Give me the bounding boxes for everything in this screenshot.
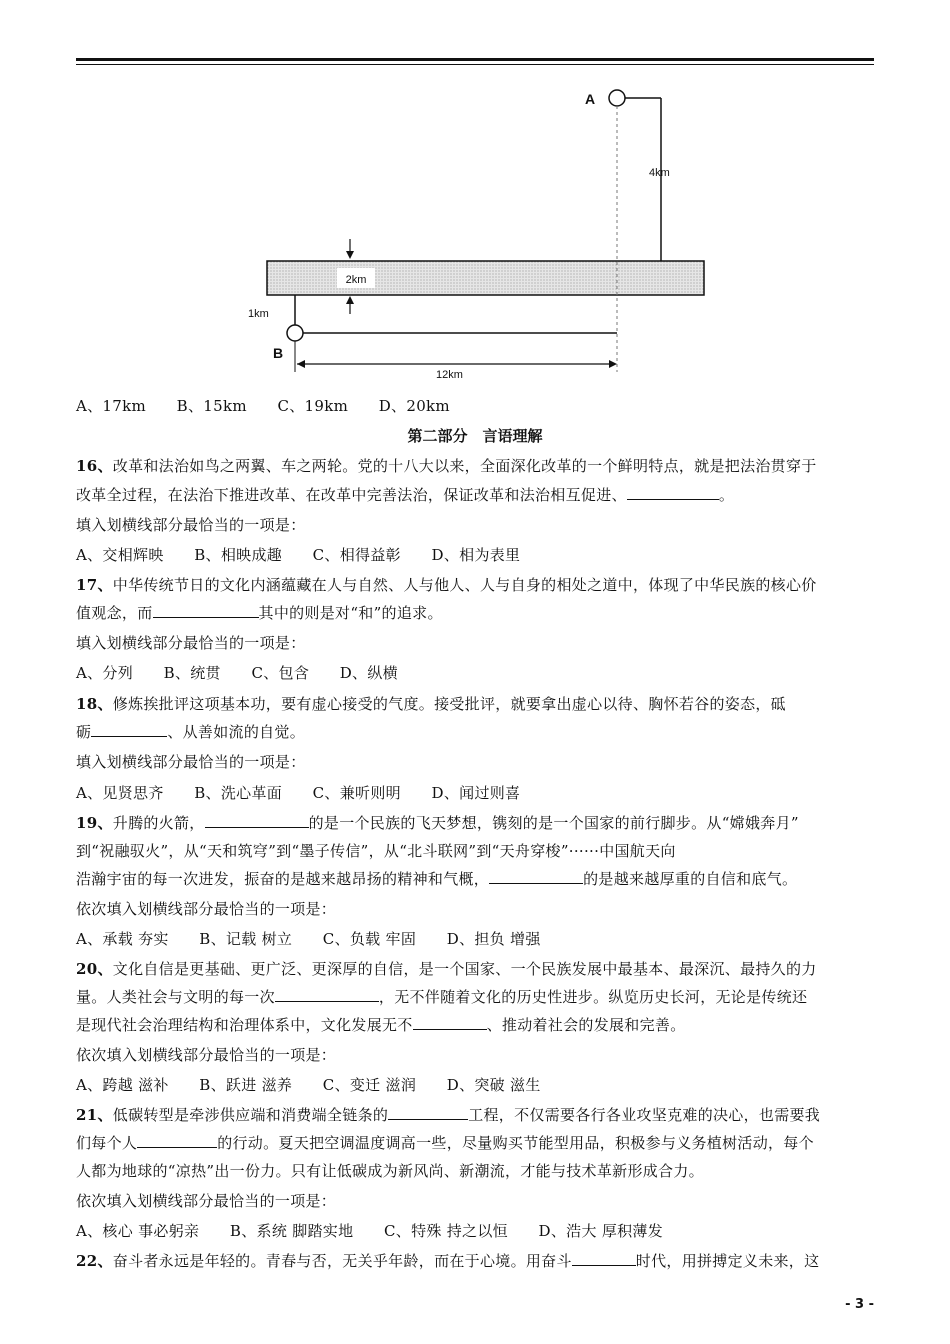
q17-line1 [76,575,817,595]
q22-text-1a: 奋斗者永远是年轻的。青春与否，无关乎年龄，而在于心境。用奋斗 [112,1252,572,1270]
answer-blank [489,869,583,884]
answer-blank [91,722,167,737]
q17-prompt: 填入划横线部分最恰当的一项是： [76,634,306,652]
q19-text-1a: 升腾的火箭， [112,814,205,832]
label-4km: 4km [649,167,670,179]
q16-text-1: 改革和法治如鸟之两翼、车之两轮。党的十八大以来，全面深化改革的一个鲜明特点，就是把法治贯穿于 [112,457,817,475]
q20-text-3b: 、推动着社会的发展和完善。 [486,1016,686,1034]
q21-text-1a: 低碳转型是牵涉供应端和消费端全链条的 [112,1106,389,1124]
answer-blank [413,1015,487,1030]
label-2km: 2km [345,274,367,286]
q20-line2 [76,987,807,1007]
q18-options: A、见贤思齐 B、洗心革面 C、兼听则明 D、闻过则喜 [76,784,521,802]
q18-line1 [76,694,786,714]
q17-text-2a: 值观念，而 [76,604,153,622]
q20-text-2b: ，无不伴随着文化的历史性进步。纵览历史长河，无论是传统还 [378,988,808,1006]
q18-line2 [76,722,305,742]
q16-options: A、交相辉映 B、相映成趣 C、相得益彰 D、相为表里 [76,546,521,564]
point-a-icon [609,90,625,106]
q17-text-1: 中华传统节日的文化内涵蕴藏在人与自然、人与他人、人与自身的相处之道中，体现了中华民族的核心价 [112,576,817,594]
q21-line1 [76,1105,820,1125]
answer-blank [388,1105,468,1120]
q17-line2 [76,603,443,623]
q16-prompt: 填入划横线部分最恰当的一项是： [76,516,306,534]
q20-line1 [76,959,817,979]
q20-text-1: 文化自信是更基础、更广泛、更深厚的自信，是一个国家、一个民族发展中最基本、最深沉、最持久的力 [112,960,817,978]
q18-text-1: 修炼挨批评这项基本功，要有虚心接受的气度。接受批评，就要拿出虚心以待、胸怀若谷的姿态，砥 [112,695,786,713]
q16-text-2: 改革全过程，在法治下推进改革、在改革中完善法治，保证改革和法治相互促进、 [76,486,627,504]
q20-number: 20、 [76,960,113,978]
label-12km: 12km [436,369,463,381]
answer-blank [627,485,719,500]
distance-diagram [0,0,950,400]
q19-number: 19、 [76,814,113,832]
q21-text-1b: 工程，不仅需要各行各业攻坚克难的决心，也需要我 [468,1106,821,1124]
point-b-icon [287,325,303,341]
label-1km: 1km [248,308,269,320]
q20-text-3a: 是现代社会治理结构和治理体系中，文化发展无不 [76,1016,413,1034]
page-number: - 3 - [845,1297,874,1312]
q20-prompt: 依次填入划横线部分最恰当的一项是： [76,1046,337,1064]
q18-number: 18、 [76,695,113,713]
q19-line1 [76,813,799,833]
q22-text-1b: 时代，用拼搏定义未来，这 [635,1252,820,1270]
q15-options: A、17km B、15km C、19km D、20km [76,397,450,415]
answer-blank [205,813,309,828]
answer-blank [153,603,259,618]
label-a: A [585,91,596,107]
river-band [267,261,704,295]
q21-number: 21、 [76,1106,113,1124]
q17-number: 17、 [76,576,113,594]
q20-options: A、跨越 滋补 B、跃进 滋养 C、变迁 滋润 D、突破 滋生 [76,1076,541,1094]
q16-number: 16、 [76,457,113,475]
answer-blank [275,987,379,1002]
q22-line1 [76,1251,819,1271]
q21-options: A、核心 事必躬亲 B、系统 脚踏实地 C、特殊 持之以恒 D、浩大 厚积薄发 [76,1222,664,1240]
q19-text-3b: 的是越来越厚重的自信和底气。 [583,870,798,888]
q19-text-1b: 的是一个民族的飞天梦想，镌刻的是一个国家的前行脚步。从“嫦娥奔月” [308,814,799,832]
q18-text-2a: 砺 [76,723,92,741]
q19-line2: 到“祝融驭火”，从“天和筑穹”到“墨子传信”，从“北斗联网”到“天舟穿梭”······中国航天向 [76,842,676,860]
q16-line2 [76,485,734,505]
q17-text-2b: 其中的则是对“和”的追求。 [258,604,443,622]
q21-text-2a: 们每个人 [76,1134,138,1152]
q21-line2 [76,1133,814,1153]
q17-options: A、分列 B、统贯 C、包含 D、纵横 [76,664,398,682]
q22-number: 22、 [76,1252,113,1270]
section-title: 第二部分 言语理解 [407,427,543,445]
label-b: B [273,345,284,361]
q21-text-2b: 的行动。夏天把空调温度调高一些，尽量购买节能型用品，积极参与义务植树活动，每个 [217,1134,814,1152]
answer-blank [572,1251,636,1266]
q19-line3 [76,869,797,889]
q20-line3 [76,1015,686,1035]
q16-text-end: 。 [718,486,735,504]
q18-text-2b: 、从善如流的自觉。 [167,723,306,741]
q19-text-3a: 浩瀚宇宙的每一次进发，振奋的是越来越昂扬的精神和气概， [76,870,490,888]
q19-options: A、承载 夯实 B、记载 树立 C、负载 牢固 D、担负 增强 [76,930,541,948]
q21-prompt: 依次填入划横线部分最恰当的一项是： [76,1192,337,1210]
q20-text-2a: 量。人类社会与文明的每一次 [76,988,275,1006]
q19-prompt: 依次填入划横线部分最恰当的一项是： [76,900,337,918]
q18-prompt: 填入划横线部分最恰当的一项是： [76,753,306,771]
q16-line1 [76,456,817,476]
answer-blank [137,1133,217,1148]
q21-line3: 人都为地球的“凉热”出一份力。只有让低碳成为新风尚、新潮流，才能与技术革新形成合力。 [76,1162,704,1180]
